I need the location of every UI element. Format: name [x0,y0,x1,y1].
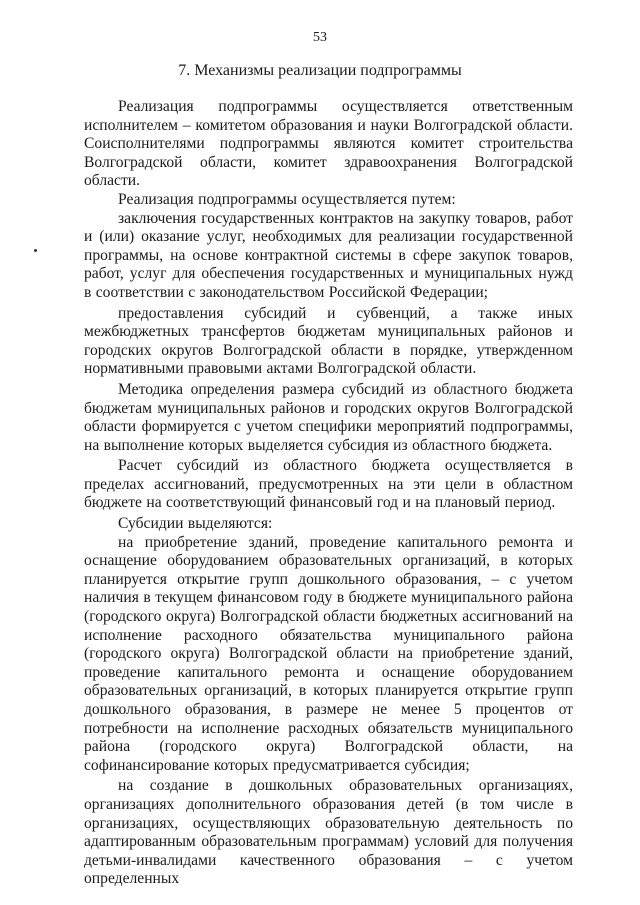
scan-dot [34,249,37,252]
paragraph-responsible-executor: Реализация подпрограммы осуществляется ответственным исполнителем – комитетом образования и науки Волгоградской области. Соисполнителями подпрограммы являются комитет строительства Волгоградской области, комитет здравоохранения Волгоградской области. [84,98,573,190]
paragraph-subsidies-transfers: предоставления субсидий и субвенций, а также иных межбюджетных трансфертов бюджетам муниципальных районов и городских округов Волгоградской области в порядке, утвержденном нормативными правовыми актами Волгоградской области. [84,304,573,378]
document-body [84,98,573,889]
paragraph-buildings-repair: на приобретение зданий, проведение капитального ремонта и оснащение оборудованием образовательных организаций, в которых планируется открытие групп дошкольного образования, – с учетом наличия в текущем финансовом году в бюджете муниципального района (городского округа) Волгоградской области бюджетных ассигнований на исполнение расходного обязательства муниципального района (городского округа) Волгоградской области на приобретение зданий, проведение капитального ремонта и оснащение оборудованием образовательных организаций, в которых планируется открытие групп дошкольного образования, в размере не менее 5 процентов от потребности на исполнение расходных обязательств муниципального района (городского округа) Волгоградской области, на софинансирование которых предусматривается субсидия; [84,533,573,774]
section-title: 7. Механизмы реализации подпрограммы [178,62,462,79]
paragraph-implementation-means: Реализация подпрограммы осуществляется путем: [118,190,456,208]
paragraph-state-contracts: заключения государственных контрактов на закупку товаров, работ и (или) оказание услуг, необходимых для реализации государственной программы, на основе контрактной системы в сфере закупок товаров, работ, услуг для обеспечения государственных и муниципальных нужд в соответствии с законодательством Российской Федерации; [84,209,573,301]
paragraph-inclusive-conditions: на создание в дошкольных образовательных организациях, организациях дополнительного образования детей (в том числе в организациях, осуществляющих образовательную деятельность по адаптированным образовательным программам) условий для получения детьми-инвалидами качественного образования – с учетом определенных [84,777,573,888]
page-number: 53 [313,30,327,45]
paragraph-methodology: Методика определения размера субсидий из областного бюджета бюджетам муниципальных районов и городских округов Волгоградской области формируется с учетом специфики мероприятий подпрограммы, на выполнение которых выделяется субсидия из областного бюджета. [84,380,573,454]
paragraph-calculation: Расчет субсидий из областного бюджета осуществляется в пределах ассигнований, предусмотренных на эти цели в областном бюджете на соответствующий финансовый год и на плановый период. [84,457,573,512]
paragraph-subsidies-allocated: Субсидии выделяются: [118,515,273,533]
